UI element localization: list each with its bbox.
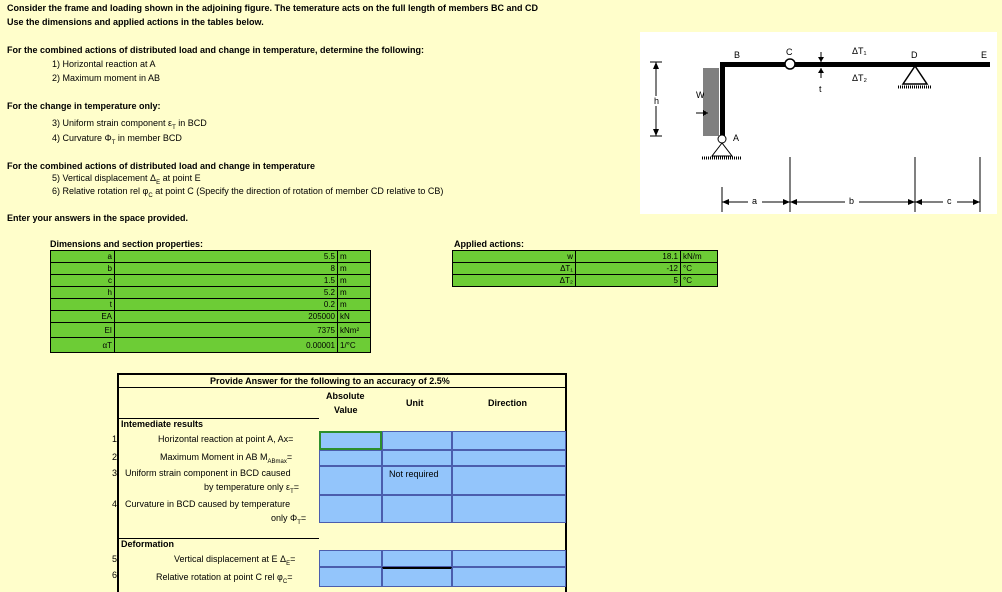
applied-unit: °C	[681, 263, 718, 275]
answer-label-curv-2: only $\Phi_T=$	[271, 513, 307, 526]
answer-label-disp: Vertical displacement at E $\Delta_E=$	[174, 554, 296, 567]
node-label-c: C	[786, 47, 793, 57]
rot-unit-input[interactable]	[382, 567, 452, 587]
row-number: 3	[112, 468, 118, 478]
question-3: 3) Uniform strain component $\varepsilon_T$ in BCD	[52, 118, 207, 131]
dim-label-h: h	[654, 96, 660, 106]
dim-label-t: t	[819, 84, 822, 94]
dim-value[interactable]: 5.5	[115, 251, 338, 263]
ax-unit-input[interactable]	[382, 431, 452, 450]
col-value: Value	[334, 405, 358, 415]
node-label-e: E	[981, 50, 988, 60]
strain-direction-input[interactable]	[452, 466, 566, 495]
applied-label: ΔT₁	[453, 263, 576, 275]
dim-value[interactable]: 0.00001	[115, 338, 338, 353]
question-5: 5) Vertical displacement $\Delta_E$ at point E	[52, 173, 201, 186]
table-row	[453, 275, 718, 287]
dim-unit: m	[338, 287, 371, 299]
applied-unit: kN/m	[681, 251, 718, 263]
applied-table	[452, 250, 718, 287]
answer-header: Provide Answer for the following to an accuracy of 2.5%	[210, 376, 450, 386]
dim-value[interactable]: 7375	[115, 323, 338, 338]
dim-label: EA	[51, 311, 115, 323]
applied-unit: °C	[681, 275, 718, 287]
ax-direction-input[interactable]	[452, 431, 566, 450]
curvature-direction-input[interactable]	[452, 495, 566, 523]
intro-line-2: Use the dimensions and applied actions in the tables below.	[7, 17, 264, 27]
col-direction: Direction	[488, 398, 528, 408]
dim-label: c	[51, 275, 115, 287]
answer-label-ax: Horizontal reaction at point A, Ax=	[158, 434, 294, 444]
table-row	[51, 311, 371, 323]
combined2-title: For the combined actions of distributed load and change in temperature	[7, 161, 316, 171]
col-absolute: Absolute	[326, 391, 365, 401]
dimensions-title: Dimensions and section properties:	[50, 239, 204, 249]
dim-label: EI	[51, 323, 115, 338]
temp-title: For the change in temperature only:	[7, 101, 161, 111]
table-row	[51, 251, 371, 263]
node-label-a: A	[733, 133, 740, 143]
dim-label: b	[51, 263, 115, 275]
applied-title: Applied actions:	[454, 239, 525, 249]
dimensions-table	[50, 250, 371, 353]
dim-label-c: c	[947, 196, 952, 206]
table-row	[453, 251, 718, 263]
temp-label-dt1: ΔT₁	[852, 46, 867, 56]
dim-label-b: b	[849, 196, 855, 206]
answer-label-curv-1: Curvature in BCD caused by temperature	[125, 499, 291, 509]
curvature-value-input[interactable]	[319, 495, 382, 523]
table-row	[51, 338, 371, 353]
divider	[117, 387, 567, 388]
dim-value[interactable]: 1.5	[115, 275, 338, 287]
applied-label: ΔT₂	[453, 275, 576, 287]
dim-label-a: a	[752, 196, 758, 206]
question-4: 4) Curvature $\Phi_T$ in member BCD	[52, 133, 182, 146]
dim-unit: 1/°C	[338, 338, 371, 353]
table-row	[453, 263, 718, 275]
curvature-unit-input[interactable]	[382, 495, 452, 523]
rot-value-input[interactable]	[319, 567, 382, 587]
question-6: 6) Relative rotation rel $\varphi_C$ at point C (Specify the direction of rotation of member CD relative to CB)	[52, 186, 444, 199]
answer-label-mab: Maximum Moment in AB $M_{ABmax}=$	[160, 452, 293, 465]
dim-unit: m	[338, 251, 371, 263]
answer-label-rot: Relative rotation at point C rel $\varphi_C=$	[156, 572, 293, 585]
table-row	[51, 263, 371, 275]
load-label-w: W	[696, 90, 705, 100]
deformation-heading: Deformation	[121, 539, 175, 549]
dim-unit: kNm²	[338, 323, 371, 338]
dim-label: t	[51, 299, 115, 311]
dim-value[interactable]: 205000	[115, 311, 338, 323]
applied-label: w	[453, 251, 576, 263]
question-2: 2) Maximum moment in AB	[52, 73, 161, 83]
mab-direction-input[interactable]	[452, 450, 566, 466]
dim-unit: m	[338, 263, 371, 275]
disp-unit-input[interactable]	[382, 550, 452, 567]
ax-value-input[interactable]	[319, 431, 382, 450]
node-label-b: B	[734, 50, 741, 60]
mab-value-input[interactable]	[319, 450, 382, 466]
answer-label-strain-1: Uniform strain component in BCD caused	[125, 468, 291, 478]
mab-unit-input[interactable]	[382, 450, 452, 466]
answer-label-strain-2: by temperature only $\varepsilon_T=$	[204, 482, 299, 495]
dim-value[interactable]: 0.2	[115, 299, 338, 311]
dim-label: a	[51, 251, 115, 263]
applied-value[interactable]: -12	[576, 263, 681, 275]
col-unit: Unit	[406, 398, 424, 408]
table-row	[51, 323, 371, 338]
enter-instruction: Enter your answers in the space provided.	[7, 213, 189, 223]
strain-value-input[interactable]	[319, 466, 382, 495]
table-row	[51, 275, 371, 287]
frame-diagram	[640, 32, 997, 214]
disp-direction-input[interactable]	[452, 550, 566, 567]
applied-value[interactable]: 18.1	[576, 251, 681, 263]
disp-value-input[interactable]	[319, 550, 382, 567]
frame-figure	[640, 32, 997, 214]
question-1: 1) Horizontal reaction at A	[52, 59, 156, 69]
row-number: 6	[112, 570, 118, 580]
row-number: 4	[112, 499, 118, 509]
temp-label-dt2: ΔT₂	[852, 73, 868, 83]
intermediate-heading: Intemediate results	[121, 419, 204, 429]
row-number: 5	[112, 554, 118, 564]
not-required-text: Not required	[389, 469, 439, 479]
intro-line-1: Consider the frame and loading shown in the adjoining figure. The temerature acts on the full length of members BC and CD	[7, 3, 539, 13]
dim-unit: m	[338, 299, 371, 311]
strain-unit-cell	[382, 466, 452, 495]
dim-value[interactable]: 5.2	[115, 287, 338, 299]
table-row	[51, 287, 371, 299]
applied-value[interactable]: 5	[576, 275, 681, 287]
dim-unit: kN	[338, 311, 371, 323]
dim-unit: m	[338, 275, 371, 287]
node-label-d: D	[911, 50, 918, 60]
dim-label: αT	[51, 338, 115, 353]
rot-direction-input[interactable]	[452, 567, 566, 587]
table-row	[51, 299, 371, 311]
dim-value[interactable]: 8	[115, 263, 338, 275]
combined-title: For the combined actions of distributed load and change in temperature, determine the following:	[7, 45, 425, 55]
row-number: 1	[112, 434, 118, 444]
row-number: 2	[112, 452, 118, 462]
dim-label: h	[51, 287, 115, 299]
